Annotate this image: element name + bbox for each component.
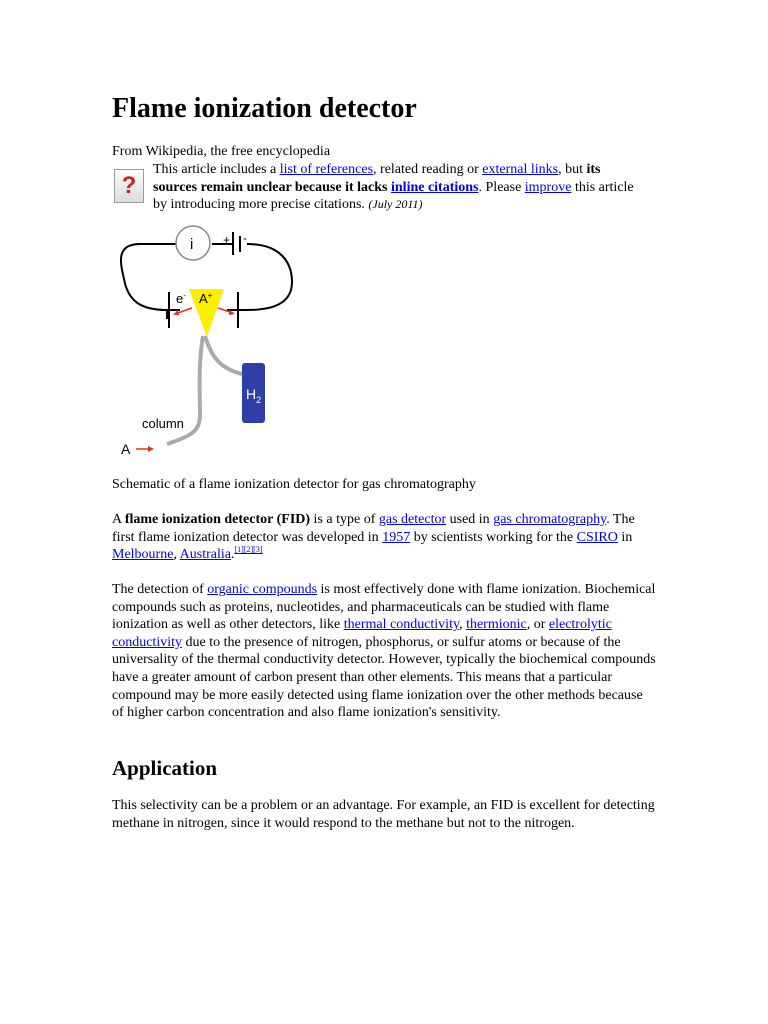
body-text: by scientists working for the <box>410 529 577 545</box>
gas-detector-link[interactable]: gas detector <box>378 512 447 527</box>
electrolytic-conductivity-link[interactable]: electrolytic conductivity <box>112 617 612 650</box>
body-text: is a type of <box>310 512 379 527</box>
ion-label: A+ <box>199 291 213 306</box>
australia-link[interactable]: Australia <box>179 547 231 563</box>
csiro-link[interactable]: CSIRO <box>576 529 618 545</box>
column-label: column <box>142 416 184 431</box>
application-heading: Application <box>112 756 218 780</box>
notice-text: This article includes a <box>153 162 280 177</box>
hydrogen-label: $H_2$ <box>246 386 262 405</box>
intro-paragraph <box>112 511 657 564</box>
analyte-label: A <box>121 441 131 457</box>
body-text: . The first flame ionization detector was developed in <box>112 512 635 545</box>
notice-text: this article by introducing more precise citations. <box>153 179 634 212</box>
battery-minus-label: - <box>243 231 247 245</box>
body-text: , <box>173 547 180 563</box>
notice-text: , related reading or <box>373 162 483 177</box>
notice-text: , but <box>558 162 587 177</box>
thermionic-link[interactable]: thermionic <box>466 617 527 633</box>
meter-label: i <box>190 236 194 253</box>
electron-label: e- <box>176 291 186 306</box>
list-of-references-link[interactable]: list of references <box>279 162 374 177</box>
body-text: . <box>231 547 235 563</box>
gas-chromatography-link[interactable]: gas chromatography <box>493 512 607 527</box>
body-text: used in <box>446 512 494 527</box>
body-text: A <box>112 512 125 527</box>
application-paragraph: This selectivity can be a problem or an advantage. For example, an FID is excellent for detecting methane in nitrogen, since it would respond to the methane but not to the nitrogen. <box>112 798 655 831</box>
thermal-conductivity-link[interactable]: thermal conductivity <box>343 617 460 633</box>
notice-text: . Please <box>478 179 525 195</box>
body-text: due to the presence of nitrogen, phosphorus, or sulfur atoms or because of the universality of the thermal conductivity detector. However, typically the biochemical compounds have a greater amount of carbon present than other elements. This means that a particular compound may be more easily detected using flame ionization over the other methods because of higher carbon concentration and also flame ionization's sensitivity. <box>112 634 656 721</box>
body-text: is most effectively done with flame ionization. Biochemical compounds such as proteins, nucleotides, and pharmaceuticals can be studied with flame ionization as well as other detectors, like <box>112 582 656 633</box>
organic-compounds-link[interactable]: organic compounds <box>207 582 318 597</box>
body-text: , <box>459 617 467 633</box>
notice-bold-text: its sources remain unclear because it lacks <box>153 162 601 195</box>
circuit-wire <box>212 244 292 310</box>
reference-links[interactable]: [1][2][3] <box>234 545 263 555</box>
notice-date: (July 2011) <box>368 197 423 211</box>
page-subtitle: From Wikipedia, the free encyclopedia <box>112 144 331 159</box>
year-1957-link[interactable]: 1957 <box>382 529 411 545</box>
body-text: , or <box>526 617 549 633</box>
battery-plus-label: + <box>223 233 231 247</box>
body-text: in <box>617 529 633 545</box>
figure-caption: Schematic of a flame ionization detector for gas chromatography <box>112 477 476 492</box>
circuit-wire <box>121 244 176 319</box>
improve-link[interactable]: improve <box>524 179 572 195</box>
hydrogen-tube <box>205 336 242 374</box>
detection-paragraph <box>112 581 657 722</box>
external-links-link[interactable]: external links <box>482 162 559 177</box>
inline-citations-link[interactable]: inline citations <box>391 179 479 195</box>
question-mark-icon: ? <box>114 169 144 203</box>
page-title: Flame ionization detector <box>112 93 417 124</box>
melbourne-link[interactable]: Melbourne <box>112 547 174 563</box>
fid-schematic-diagram <box>112 224 302 460</box>
citation-notice <box>153 161 643 214</box>
body-text: The detection of <box>112 582 208 597</box>
fid-term: flame ionization detector (FID) <box>124 512 311 527</box>
